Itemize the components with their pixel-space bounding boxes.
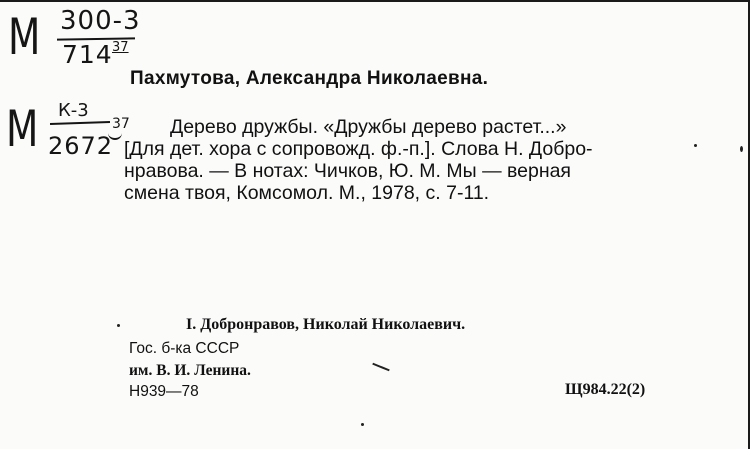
- description-line: Дерево дружбы. «Дружбы дерево растет...»: [170, 116, 567, 138]
- handwritten-number-mid: 2672: [48, 132, 114, 160]
- handwritten-brace: [108, 130, 122, 140]
- bibliographic-description: [124, 116, 664, 204]
- classification-code: Щ984.22(2): [565, 381, 646, 398]
- speck: [117, 324, 120, 327]
- handwritten-number-mid-sup: 37: [112, 116, 130, 132]
- description-line: смена твоя, Комсомол. М., 1978, с. 7-11.: [124, 182, 490, 204]
- handwritten-mark-mid: М: [6, 100, 39, 158]
- speck: [740, 146, 743, 152]
- handwritten-shelf-mid: К-3: [58, 100, 89, 121]
- handwritten-fraction-line-mid: [50, 121, 110, 125]
- description-line: [Для дет. хора с сопровожд. ф.-п.]. Слова Н. Добро-: [124, 138, 593, 160]
- handwritten-number-top: 714: [62, 40, 113, 69]
- speck: [361, 423, 364, 426]
- pen-stroke-mark: [372, 363, 389, 372]
- library-line: им. В. И. Ленина.: [129, 361, 251, 379]
- speck: [694, 144, 697, 147]
- library-imprint: [129, 338, 251, 403]
- handwritten-number-top-sup: 37: [112, 40, 129, 55]
- description-line: нравова. — В нотах: Чичков, Ю. М. Мы — верная: [124, 160, 571, 182]
- author-heading: Пахмутова, Александра Николаевна.: [130, 68, 489, 89]
- added-entry-tracing: I. Добронравов, Николай Николаевич.: [186, 316, 466, 333]
- library-line: Гос. б-ка СССР: [129, 340, 240, 357]
- handwritten-mark-top: М: [8, 8, 41, 66]
- handwritten-shelf-top: 300-3: [60, 6, 141, 36]
- card-top-edge: [0, 0, 750, 2]
- library-line: Н939—78: [129, 383, 199, 400]
